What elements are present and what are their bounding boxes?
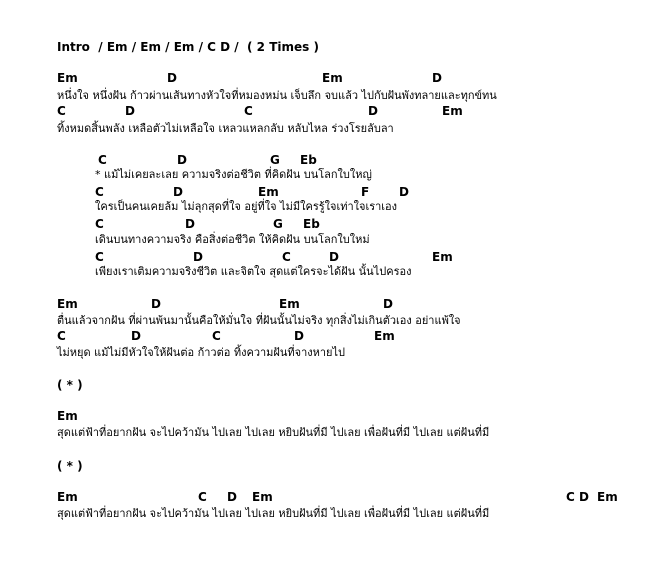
lyric-line: ใครเป็นคนเคยล้ม ไม่ลุกสุดที่ใจ อยู่ที่ใจ ไม่มีใครรู้ใจเท่าใจเราเอง xyxy=(95,200,398,213)
chord: C xyxy=(244,104,253,118)
chord: D xyxy=(383,297,393,311)
lyric-line: ทิ้งหมดสิ้นพลัง เหลือตัวไม่เหลือใจ เหลวแหลกลับ หลับไหล ร่วงโรยลับลา xyxy=(57,122,394,135)
chord: D xyxy=(227,490,237,504)
chord: Em xyxy=(279,297,300,311)
chord: Em xyxy=(57,71,78,85)
chord: D xyxy=(173,185,183,199)
lyric-line: ไม่หยุด แม้ไม่มีหัวใจให้ฝันต่อ ก้าวต่อ ทิ้งความฝันที่จางหายไป xyxy=(57,346,346,359)
lyric-line: เดินบนทางความจริง คือสิ่งต่อชีวิต ให้คิดฝัน บนโลกใบใหม่ xyxy=(95,233,370,246)
lyric-line: เพียงเราเติมความจริงชีวิต และจิตใจ สุดแต่ใครจะได้ฝัน นั้นไปครอง xyxy=(95,265,412,278)
chord: D xyxy=(125,104,135,118)
chord: Em xyxy=(374,329,395,343)
chord: Em xyxy=(57,490,78,504)
chord: D xyxy=(399,185,409,199)
chord: D xyxy=(193,250,203,264)
chord: Em xyxy=(252,490,273,504)
chord: C D xyxy=(566,490,589,504)
lyric-line: สุดแต่ฟ้าที่อยากฝัน จะไปคว้ามัน ไปเลย ไปเลย หยิบฝันที่มี ไปเลย เพื่อฝันที่มี ไปเลย แต่ฝันที่มี xyxy=(57,426,490,439)
chord: C xyxy=(212,329,221,343)
chord: G xyxy=(273,217,283,231)
chord: C xyxy=(282,250,291,264)
chord: D xyxy=(177,153,187,167)
chord: Eb xyxy=(300,153,317,167)
chord: D xyxy=(131,329,141,343)
chord: Em xyxy=(322,71,343,85)
chord: Em xyxy=(597,490,618,504)
lyric-line: * แม้ไม่เคยละเลย ความจริงต่อชีวิต ที่คิดฝัน บนโลกใบใหญ่ xyxy=(95,168,372,181)
chord: D xyxy=(294,329,304,343)
chord: C xyxy=(95,217,104,231)
lyric-line: หนึ่งใจ หนึ่งฝัน ก้าวผ่านเส้นทางหัวใจที่หมองหม่น เจ็บลึก จบแล้ว ไปกับฝันพังทลายและทุกข์ทน xyxy=(57,89,497,102)
chord: Em xyxy=(57,297,78,311)
chord: D xyxy=(185,217,195,231)
chord: D xyxy=(151,297,161,311)
chord: D xyxy=(432,71,442,85)
chord: C xyxy=(57,104,66,118)
chord: C xyxy=(95,185,104,199)
chord: Eb xyxy=(303,217,320,231)
chord: D xyxy=(329,250,339,264)
lyric-line: สุดแต่ฟ้าที่อยากฝัน จะไปคว้ามัน ไปเลย ไปเลย หยิบฝันที่มี ไปเลย เพื่อฝันที่มี ไปเลย แต่ฝันที่มี xyxy=(57,507,490,520)
repeat-marker: ( * ) xyxy=(57,459,83,473)
chord: F xyxy=(361,185,370,199)
chord: D xyxy=(368,104,378,118)
chord: C xyxy=(198,490,207,504)
chord: C xyxy=(57,329,66,343)
chord: D xyxy=(167,71,177,85)
repeat-marker: ( * ) xyxy=(57,378,83,392)
lyric-line: ตื่นแล้วจากฝัน ที่ผ่านพ้นมานั้นคือให้มั่นใจ ที่ฝันนั้นไม่จริง ทุกสิ่งไม่เกินตัวเอง อย่าแพ้ใจ xyxy=(57,314,461,327)
intro-line: Intro / Em / Em / Em / C D / ( 2 Times ) xyxy=(57,40,319,54)
chord: C xyxy=(98,153,107,167)
chord: Em xyxy=(442,104,463,118)
chord: Em xyxy=(258,185,279,199)
chord: Em xyxy=(432,250,453,264)
chord: G xyxy=(270,153,280,167)
chord: Em xyxy=(57,409,78,423)
chord: C xyxy=(95,250,104,264)
